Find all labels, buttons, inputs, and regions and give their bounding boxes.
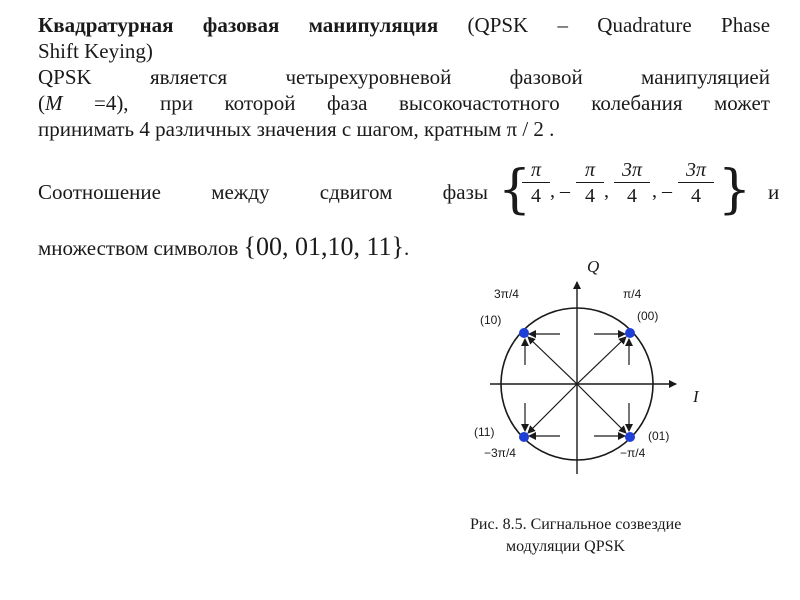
phase-num-4: 3π: [678, 158, 714, 183]
arrow-diag-01: [577, 384, 626, 433]
axis-label-i: I: [693, 387, 699, 406]
caption-line-2: модуляции QPSK: [506, 538, 626, 555]
arrow-diag-10: [528, 337, 577, 384]
title-line-1: [38, 12, 770, 38]
title-bold: Квадратурная фазовая манипуляция: [38, 13, 439, 37]
phase-set: [498, 158, 752, 230]
title-rest-1: (QPSK – Quadrature Phase: [438, 13, 771, 37]
intro-line-1: QPSK является четырехуровневой фазовой манипуляцией: [38, 65, 770, 89]
phase-sign-2: –: [560, 180, 570, 202]
phase-sep-3: ,: [652, 180, 657, 202]
phase-frac-4: [678, 158, 714, 209]
relation-symbols-label: множеством символов: [38, 236, 239, 260]
phase-den-2: 4: [585, 185, 595, 207]
axis-label-q: Q: [587, 257, 600, 276]
title-rest-2: Shift Keying): [38, 39, 153, 63]
relation-end: .: [403, 236, 410, 260]
code-label-01: (01): [648, 429, 670, 443]
phase-label-01: −π/4: [620, 446, 646, 460]
phase-num-2: π: [576, 158, 604, 183]
phase-set-close-brace: }: [718, 160, 752, 220]
point-01: [625, 432, 635, 442]
point-10: [519, 328, 529, 338]
phase-sep-2: ,: [604, 180, 609, 202]
caption-line-1: Рис. 8.5. Сигнальное созвездие: [470, 516, 682, 533]
phase-frac-1: [522, 158, 550, 209]
phase-den-3: 4: [627, 185, 637, 207]
phase-label-00: π/4: [623, 287, 642, 301]
phase-den-1: 4: [531, 185, 541, 207]
constellation-diagram: [440, 250, 740, 480]
intro-paragraph: [38, 64, 770, 142]
arrow-diag-11: [528, 384, 577, 433]
intro-paren: (: [38, 91, 45, 115]
symbol-set: {00, 01,10, 11}: [243, 232, 404, 261]
title-line-2: [38, 38, 770, 64]
code-label-00: (00): [637, 309, 659, 323]
figure-caption: [470, 514, 770, 558]
phase-set-open-brace: {: [498, 160, 532, 220]
phase-frac-3: [614, 158, 650, 209]
phase-label-11: −3π/4: [484, 446, 516, 460]
code-label-10: (10): [480, 313, 502, 327]
intro-line-2: [38, 90, 770, 116]
intro-m: M: [45, 91, 63, 115]
phase-label-10: 3π/4: [494, 287, 519, 301]
phase-sign-4: –: [662, 180, 672, 202]
phase-num-3: 3π: [614, 158, 650, 183]
phase-sep-1: ,: [550, 180, 555, 202]
relation-line-2: [38, 232, 409, 262]
arrow-diag-00: [577, 337, 626, 384]
point-11: [519, 432, 529, 442]
phase-den-4: 4: [691, 185, 701, 207]
intro-line-3: принимать 4 различных значения с шагом, кратным π / 2 .: [38, 117, 555, 141]
phase-frac-2: [576, 158, 604, 209]
phase-num-1: π: [522, 158, 550, 183]
intro-line-2-rest: =4), при которой фаза высокочастотного колебания может: [62, 91, 770, 115]
code-label-11: (11): [474, 425, 495, 439]
relation-suffix: и: [768, 180, 780, 204]
relation-prefix: Соотношение между сдвигом фазы: [38, 180, 488, 204]
point-00: [625, 328, 635, 338]
